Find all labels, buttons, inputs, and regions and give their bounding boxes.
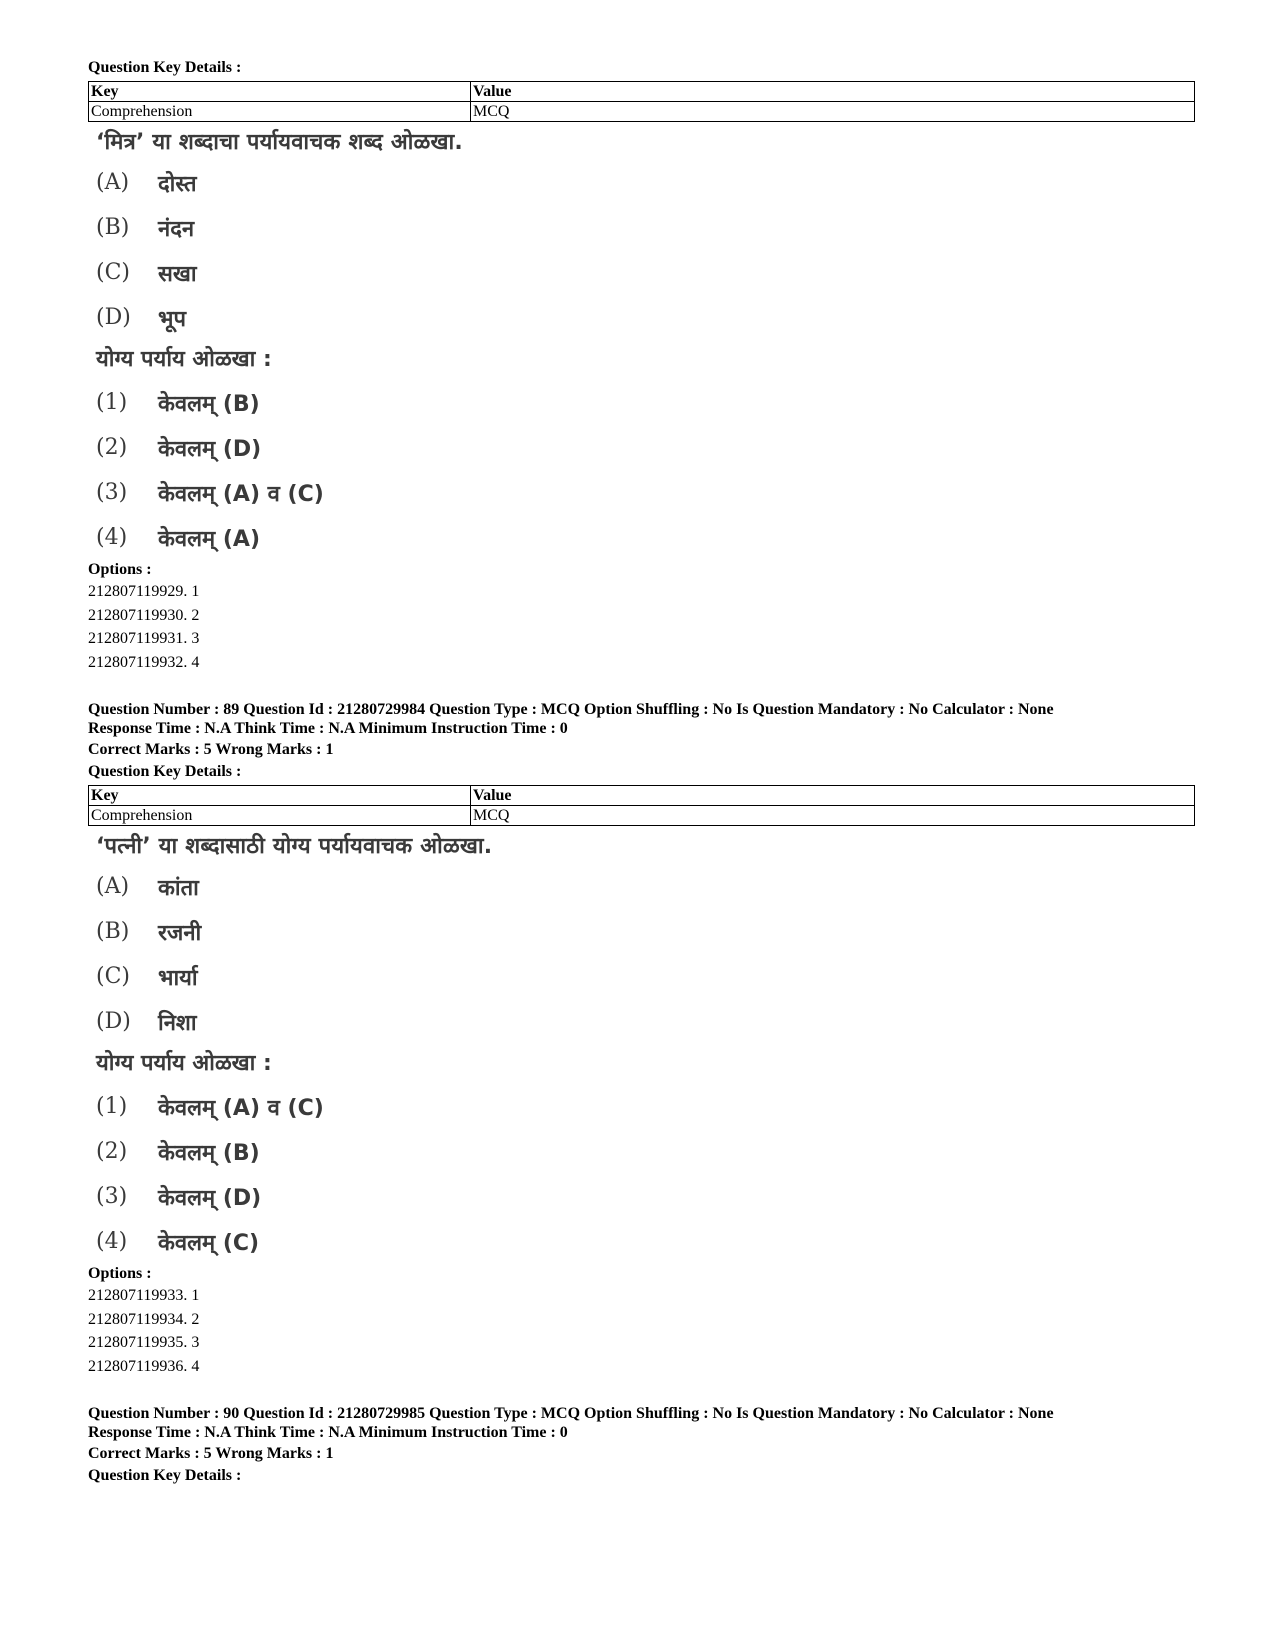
choice-label: (D)	[96, 305, 131, 330]
answer-item	[96, 515, 1188, 560]
answer-prompt: योग्य पर्याय ओळखा :	[96, 347, 272, 372]
choice-label: (D)	[96, 1009, 131, 1034]
choice-item	[96, 909, 1188, 954]
question-meta-line2: Response Time : N.A Think Time : N.A Minimum Instruction Time : 0	[88, 1424, 568, 1441]
choice-label: (B)	[96, 215, 130, 240]
options-list	[88, 1284, 1188, 1378]
choice-text: रजनी	[158, 920, 202, 946]
answer-label: (3)	[96, 480, 128, 505]
table-header-key: Key	[89, 786, 471, 806]
question-meta-line1: Question Number : 90 Question Id : 21280729985 Question Type : MCQ Option Shuffling : No Is Question Mandatory : No Calculator : None	[88, 1405, 1054, 1422]
options-list	[88, 580, 1188, 674]
key-value-table	[88, 785, 1195, 826]
choice-item	[96, 864, 1188, 909]
choice-item	[96, 954, 1188, 999]
answer-item	[96, 1174, 1188, 1219]
answer-label: (1)	[96, 390, 128, 415]
choice-text: दोस्त	[158, 171, 197, 197]
key-details-label: Question Key Details :	[88, 763, 242, 780]
answer-item	[96, 1084, 1188, 1129]
answer-label: (3)	[96, 1184, 128, 1209]
answer-label: (4)	[96, 525, 128, 550]
question-meta-line1: Question Number : 89 Question Id : 21280729984 Question Type : MCQ Option Shuffling : No Is Question Mandatory : No Calculator : None	[88, 701, 1054, 718]
answer-text: केवलम् (D)	[158, 1185, 262, 1211]
question-meta-line2: Response Time : N.A Think Time : N.A Minimum Instruction Time : 0	[88, 720, 568, 737]
answer-label: (4)	[96, 1229, 128, 1254]
choice-label: (A)	[96, 170, 130, 195]
option-id: 212807119936. 4	[88, 1357, 200, 1375]
option-id: 212807119933. 1	[88, 1287, 200, 1304]
option-id: 212807119929. 1	[88, 583, 200, 600]
answer-item	[96, 425, 1188, 470]
question-marks: Correct Marks : 5 Wrong Marks : 1	[88, 1445, 334, 1462]
choice-text: भार्या	[158, 965, 198, 991]
answer-item	[96, 1129, 1188, 1174]
answer-label: (1)	[96, 1094, 128, 1119]
option-id: 212807119935. 3	[88, 1334, 200, 1351]
choice-text: भूप	[158, 306, 186, 332]
answer-label: (2)	[96, 1139, 128, 1164]
answer-text: केवलम् (A) व (C)	[158, 1095, 324, 1121]
choice-item	[96, 205, 1188, 250]
table-row	[89, 806, 1195, 826]
choice-label: (C)	[96, 260, 130, 285]
option-id: 212807119930. 2	[88, 606, 200, 624]
answer-text: केवलम् (B)	[158, 1140, 260, 1166]
choice-label: (A)	[96, 874, 130, 899]
table-cell-key: Comprehension	[89, 102, 471, 122]
choice-text: निशा	[158, 1010, 197, 1036]
table-cell-value: MCQ	[471, 806, 1195, 826]
answer-item	[96, 1219, 1188, 1264]
options-label: Options :	[88, 1265, 152, 1282]
table-header-row	[89, 786, 1195, 806]
answer-text: केवलम् (D)	[158, 436, 262, 462]
choice-label: (C)	[96, 964, 130, 989]
question-marks: Correct Marks : 5 Wrong Marks : 1	[88, 741, 334, 758]
choice-label: (B)	[96, 919, 130, 944]
answer-item	[96, 380, 1188, 425]
question-text: ‘पत्नी’ या शब्दासाठी योग्य पर्यायवाचक ओळखा.	[96, 834, 493, 859]
document-page	[88, 58, 1188, 1486]
answer-text: केवलम् (B)	[158, 391, 260, 417]
choice-item	[96, 160, 1188, 205]
answer-text: केवलम् (A)	[158, 526, 260, 552]
choice-item	[96, 999, 1188, 1044]
options-label: Options :	[88, 561, 152, 578]
answer-item	[96, 470, 1188, 515]
table-header-row	[89, 82, 1195, 102]
question-text: ‘मित्र’ या शब्दाचा पर्यायवाचक शब्द ओळखा.	[96, 130, 463, 155]
question-image	[96, 126, 1188, 560]
table-cell-key: Comprehension	[89, 806, 471, 826]
table-header-key: Key	[89, 82, 471, 102]
key-details-label: Question Key Details :	[88, 59, 242, 76]
choice-item	[96, 250, 1188, 295]
key-value-table	[88, 81, 1195, 122]
table-header-value: Value	[471, 786, 1195, 806]
option-id: 212807119931. 3	[88, 630, 200, 647]
table-header-value: Value	[471, 82, 1195, 102]
choice-text: सखा	[158, 261, 197, 287]
answer-text: केवलम् (A) व (C)	[158, 481, 324, 507]
table-row	[89, 102, 1195, 122]
table-cell-value: MCQ	[471, 102, 1195, 122]
option-id: 212807119934. 2	[88, 1310, 200, 1328]
answer-prompt: योग्य पर्याय ओळखा :	[96, 1051, 272, 1076]
choice-item	[96, 295, 1188, 340]
answer-text: केवलम् (C)	[158, 1230, 260, 1256]
option-id: 212807119932. 4	[88, 653, 200, 671]
question-image	[96, 830, 1188, 1264]
choice-text: कांता	[158, 875, 199, 901]
key-details-label: Question Key Details :	[88, 1467, 242, 1484]
choice-text: नंदन	[158, 216, 195, 242]
answer-label: (2)	[96, 435, 128, 460]
